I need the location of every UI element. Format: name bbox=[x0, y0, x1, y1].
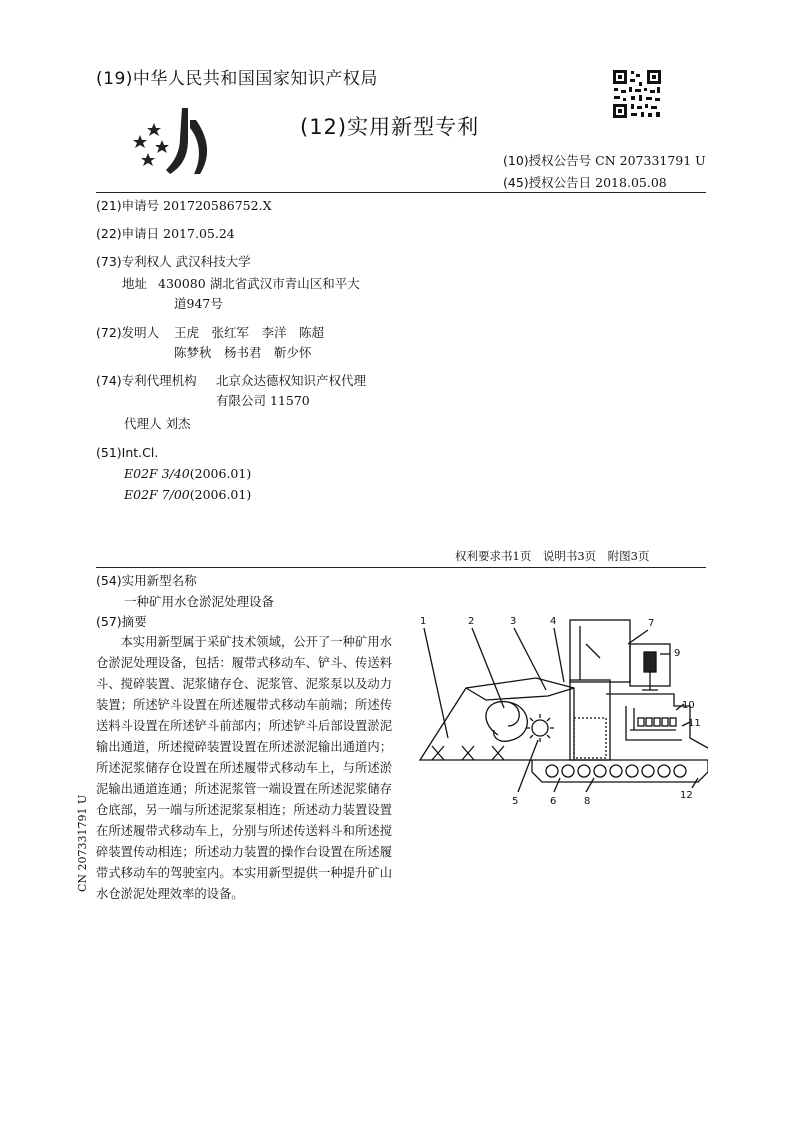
issuing-authority: (19)中华人民共和国国家知识产权局 bbox=[96, 69, 378, 89]
agent: 代理人 刘杰 bbox=[124, 416, 191, 431]
ipc-1: E02F 3/40(2006.01) bbox=[124, 466, 252, 481]
inventors-label: (72)发明人 bbox=[96, 325, 160, 340]
utility-model-title: 一种矿用水仓淤泥处理设备 bbox=[124, 594, 275, 609]
header-divider bbox=[96, 192, 706, 193]
figure-label-8: 8 bbox=[584, 796, 591, 807]
inventors: 王虎 张红军 李洋 陈超 陈梦秋 杨书君 靳少怀 bbox=[174, 325, 325, 360]
abstract-text: 本实用新型属于采矿技术领域，公开了一种矿用水仓淤泥处理设备，包括：履带式移动车、铲斗、传送料斗、搅碎装置、泥浆储存仓、泥浆管、泥浆泵以及动力装置；所述铲斗设置在所述履带式移动车前端；所述传送料斗设置在所述铲斗前部内；所述铲斗后部设置淤泥输出通道，所述搅碎装置设置在所述淤泥输出通道内；所述泥浆储存仓设置在所述履带式移动车上，与所述淤泥输出通道连通；所述泥浆管一端设置在所述泥浆储存仓底部，另一端与所述泥浆泵相连；所述动力装置设置在所述履带式移动车上，分别与所述传送料斗和所述搅碎装置传动相连；所述动力装置的操作台设置在所述履带式移动车的驾驶室内。本实用新型提供一种提升矿山水仓淤泥处理效率的设备。 bbox=[96, 635, 392, 901]
figure-label-3: 3 bbox=[510, 616, 517, 627]
figure-label-6: 6 bbox=[550, 796, 557, 807]
figure-label-11: 11 bbox=[688, 718, 701, 729]
cnipa-logo bbox=[130, 100, 220, 180]
pub-no: CN 207331791 U bbox=[595, 153, 706, 168]
address: 430080 湖北省武汉市青山区和平大 道947号 bbox=[158, 276, 360, 311]
application-date: (22)申请日 2017.05.24 bbox=[96, 226, 235, 241]
agency: 北京众达德权知识产权代理 有限公司 11570 bbox=[216, 373, 367, 408]
figure-label-1: 1 bbox=[420, 616, 427, 627]
title-label: (54)实用新型名称 bbox=[96, 573, 197, 588]
abstract-label: (57)摘要 bbox=[96, 614, 147, 629]
figure-label-5: 5 bbox=[512, 796, 519, 807]
pub-date-label: (45)授权公告日 bbox=[503, 175, 592, 190]
int-cl-label: (51)Int.Cl. bbox=[96, 445, 159, 460]
application-number: (21)申请号 201720586752.X bbox=[96, 198, 272, 213]
ipc-2: E02F 7/00(2006.01) bbox=[124, 487, 252, 502]
figure-label-4: 4 bbox=[550, 616, 557, 627]
pub-no-label: (10)授权公告号 bbox=[503, 153, 592, 168]
agency-label: (74)专利代理机构 bbox=[96, 373, 197, 388]
pub-date: 2018.05.08 bbox=[595, 175, 667, 190]
publication-info bbox=[503, 150, 706, 194]
document-type: (12)实用新型专利 bbox=[300, 115, 480, 139]
figure-label-9: 9 bbox=[674, 648, 681, 659]
abstract-figure bbox=[408, 610, 708, 810]
section-divider bbox=[96, 567, 706, 568]
side-document-code: CN 207331791 U bbox=[76, 794, 89, 892]
figure-label-10: 10 bbox=[682, 700, 695, 711]
qr-code-icon bbox=[611, 68, 663, 120]
figure-label-2: 2 bbox=[468, 616, 475, 627]
patentee: (73)专利权人 武汉科技大学 bbox=[96, 254, 251, 269]
figure-label-7: 7 bbox=[648, 618, 655, 629]
figure-label-12: 12 bbox=[680, 790, 693, 801]
page-count-info: 权利要求书1页 说明书3页 附图3页 bbox=[455, 549, 650, 563]
address-label: 地址 bbox=[122, 276, 148, 291]
